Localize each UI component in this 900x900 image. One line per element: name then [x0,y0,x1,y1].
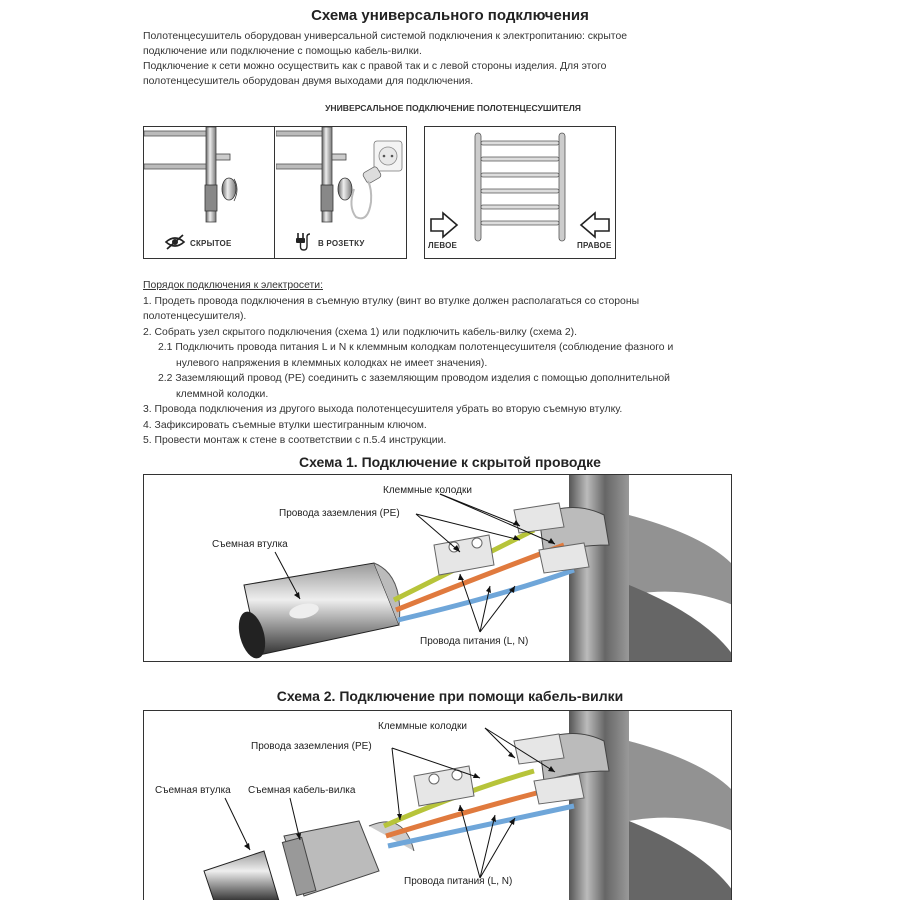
plug-icon [294,231,314,251]
right-caption: ПРАВОЕ [577,241,612,250]
scheme2-leaders [140,710,740,900]
scheme1-terminal-blocks-label: Клеммные колодки [383,485,472,496]
procedure [143,278,763,449]
intro-line: подключение или подключение с помощью кабель-вилки. [143,46,422,57]
scheme1-sleeve-label: Съемная втулка [212,539,288,550]
arrow-right-icon [431,213,457,237]
procedure-line: 3. Провода подключения из другого выхода полотенцесушителя убрать во вторую съемную втулку. [143,404,623,415]
procedure-line: 1. Продеть провода подключения в съемную втулку (винт во втулке должен располагаться со стороны [143,295,640,307]
procedure-line: 2.1 Подключить провода питания L и N к клеммным колодкам полотенцесушителя (соблюдение фазного и [158,342,674,353]
procedure-line: клеммной колодки. [176,388,269,400]
intro-text [143,29,763,89]
towel-rail-illustration [425,127,615,258]
socket-caption: В РОЗЕТКУ [318,239,365,248]
procedure-line: 2.2 Заземляющий провод (PE) соединить с заземляющим проводом изделия с помощью дополнительной [158,373,670,384]
hidden-caption: СКРЫТОЕ [190,239,232,248]
intro-line: Полотенцесушитель оборудован универсальной системой подключения к электропитанию: скрытое [143,31,627,42]
eye-crossed-icon [164,234,186,250]
page-title: Схема универсального подключения [311,7,589,24]
intro-line: полотенцесушитель оборудован двумя выходами для подключения. [143,76,474,87]
scheme2-sleeve-label: Съемная втулка [155,785,231,796]
procedure-line: 4. Зафиксировать съемные втулки шестигранным ключом. [143,419,427,431]
scheme2-ground-wires-label: Провода заземления (PE) [251,741,372,752]
procedure-line: 2. Собрать узел скрытого подключения (схема 1) или подключить кабель-вилку (схема 2). [143,326,577,338]
scheme1-title: Схема 1. Подключение к скрытой проводке [299,454,601,470]
procedure-line: 5. Провести монтаж к стене в соответствии с п.5.4 инструкции. [143,435,447,446]
arrow-left-icon [581,213,609,237]
left-caption: ЛЕВОЕ [428,241,458,250]
scheme2-power-wires-label: Провода питания (L, N) [404,876,513,887]
scheme1-ground-wires-label: Провода заземления (PE) [279,508,400,519]
procedure-line: нулевого напряжения в клеммных колодках не имеет значения). [176,357,488,369]
procedure-heading: Порядок подключения к электросети: [143,280,323,291]
procedure-line: полотенцесушителя). [143,311,247,322]
scheme2-cable-plug-label: Съемная кабель-вилка [248,785,356,796]
intro-line: Подключение к сети можно осуществить как с правой так и с левой стороны изделия. Для этого [143,61,607,72]
scheme2-title: Схема 2. Подключение при помощи кабель-вилки [276,688,624,704]
scheme1-power-wires-label: Провода питания (L, N) [420,636,529,647]
universal-heading: УНИВЕРСАЛЬНОЕ ПОДКЛЮЧЕНИЕ ПОЛОТЕНЦЕСУШИТЕЛЯ [325,103,581,113]
scheme2-terminal-blocks-label: Клеммные колодки [378,721,467,732]
